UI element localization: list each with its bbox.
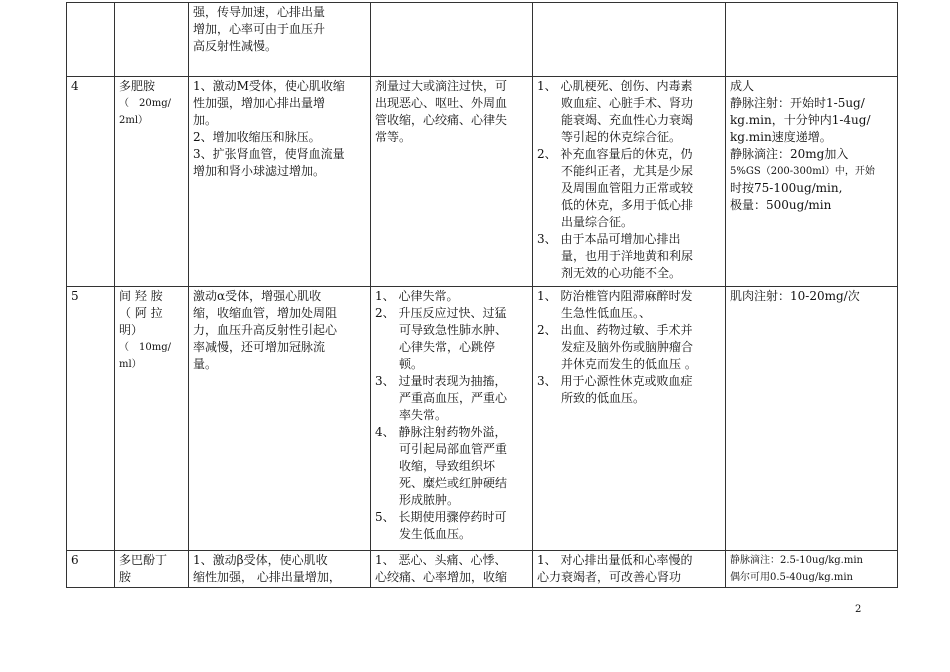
drug-name-line: 明）: [119, 323, 144, 337]
adverse-line: 3、 过量时表现为抽搐，: [375, 374, 507, 388]
page-number: 2: [855, 604, 862, 615]
indications-cell: [533, 551, 726, 588]
adverse-line: 2、 升压反应过快、过猛: [375, 306, 507, 320]
dosage-line: 静脉滴注：20mg加入: [730, 147, 849, 161]
pharmacology-line: 增加和肾小球滤过增加。: [193, 164, 326, 178]
drug-name-cell: [115, 551, 189, 588]
pharmacology-cell: [189, 287, 371, 551]
adverse-cell: [371, 551, 533, 588]
pharmacology-cell: [189, 3, 371, 77]
indication-line: 3、 由于本品可增加心排出: [537, 232, 681, 246]
adverse-line: 管收缩，心绞痛、心律失: [375, 113, 508, 127]
dosage-line: kg.min，十分钟内1-4ug/: [730, 113, 871, 127]
adverse-line: 死、糜烂或红肿硬结: [375, 476, 508, 490]
drug-name-line: ml）: [119, 359, 142, 370]
dosage-line: 时按75-100ug/min,: [730, 181, 843, 195]
drug-name-line: （ 10mg/: [119, 342, 171, 353]
adverse-line: 常等。: [375, 130, 412, 144]
indication-line: 2、 出血、药物过敏、手术并: [537, 323, 693, 337]
indication-line: 及周围血管阻力正常或较: [537, 181, 694, 195]
drug-name-line: 多巴酚丁: [119, 553, 168, 567]
pharmacology-line: 性加强，增加心排出量增: [193, 96, 326, 110]
indication-line: 发症及脑外伤或脑肿瘤合: [537, 340, 694, 354]
indication-line: 3、 用于心源性休克或败血症: [537, 374, 693, 388]
indication-line: 不能纠正者，尤其是少尿: [537, 164, 694, 178]
table-row: [67, 77, 898, 287]
pharmacology-line: 缩性加强， 心排出量增加，: [193, 570, 341, 584]
row-number: [67, 3, 115, 77]
adverse-line: 顿。: [375, 357, 424, 371]
row-number: 6: [67, 551, 115, 588]
indication-line: 并休克而发生的低血压 。: [537, 357, 697, 371]
indications-cell: [533, 287, 726, 551]
indication-line: 等引起的休克综合征。: [537, 130, 682, 144]
drug-table: [66, 2, 898, 588]
adverse-line: 心绞痛、心率增加，收缩: [375, 570, 508, 584]
indication-line: 所致的低血压。: [537, 391, 646, 405]
table-row: [67, 551, 898, 588]
adverse-line: 1、 恶心、头痛、心悸、: [375, 553, 507, 567]
indications-cell: [533, 77, 726, 287]
pharmacology-line: 激动α受体，增强心肌收: [193, 289, 322, 303]
indication-line: 1、 心肌梗死、创伤、内毒素: [537, 79, 693, 93]
indication-line: 1、 对心排出量低和心率慢的: [537, 553, 693, 567]
adverse-cell: [371, 77, 533, 287]
row-number: 4: [67, 77, 115, 287]
indication-line: 2、 补充血容量后的休克，仍: [537, 147, 693, 161]
indication-line: 生急性低血压。、: [537, 306, 652, 320]
adverse-cell: [371, 3, 533, 77]
dosage-line: 5%GS（200-300ml）中，开始: [730, 166, 875, 177]
adverse-line: 剂量过大或滴注过快，可: [375, 79, 508, 93]
drug-name-line: 多肥胺: [119, 79, 156, 93]
pharmacology-line: 力，血压升高反射性引起心: [193, 323, 338, 337]
adverse-cell: [371, 287, 533, 551]
adverse-line: 严重高血压，严重心: [375, 391, 508, 405]
drug-name-line: 胺: [119, 570, 132, 584]
drug-name-line: 2ml）: [119, 115, 149, 126]
indications-cell: [533, 3, 726, 77]
table-row: [67, 3, 898, 77]
pharmacology-line: 量。: [193, 357, 218, 371]
dosage-line: 静脉滴注：2.5-10ug/kg.min: [730, 555, 863, 566]
indication-line: 剂无效的心功能不全。: [537, 266, 682, 280]
indication-line: 出量综合征。: [537, 215, 634, 229]
dosage-cell: [726, 287, 898, 551]
adverse-line: 收缩，导致组织坏: [375, 459, 496, 473]
indication-line: 量，也用于洋地黄和利尿: [537, 249, 694, 263]
adverse-line: 1、 心律失常。: [375, 289, 459, 303]
adverse-line: 率失常。: [375, 408, 448, 422]
dosage-line: kg.min速度递增。: [730, 130, 832, 144]
indication-line: 低的休克，多用于低心排: [537, 198, 694, 212]
dosage-line: 静脉注射：开始时1-5ug/: [730, 96, 865, 110]
table-row: [67, 287, 898, 551]
pharmacology-line: 1、激动M受体，使心肌收缩: [193, 79, 345, 93]
pharmacology-line: 1、激动β受体，使心肌收: [193, 553, 328, 567]
adverse-line: 4、 静脉注射药物外溢，: [375, 425, 507, 439]
dosage-cell: [726, 77, 898, 287]
dosage-line: 极量：500ug/min: [730, 198, 832, 212]
adverse-line: 可引起局部血管严重: [375, 442, 508, 456]
drug-name-cell: [115, 77, 189, 287]
dosage-cell: [726, 551, 898, 588]
drug-name-cell: [115, 3, 189, 77]
pharmacology-line: 缩，收缩血管，增加处周阻: [193, 306, 338, 320]
adverse-line: 5、 长期使用骤停药时可: [375, 510, 507, 524]
dosage-line: 肌肉注射：10-20mg/次: [730, 289, 860, 303]
indication-line: 败血症、心脏手术、肾功: [537, 96, 694, 110]
pharmacology-line: 增加，心率可由于血压升: [193, 22, 326, 36]
pharmacology-cell: [189, 551, 371, 588]
pharmacology-line: 加。: [193, 113, 218, 127]
pharmacology-line: 强，传导加速，心排出量: [193, 5, 326, 19]
indication-line: 心力衰竭者，可改善心肾功: [537, 570, 682, 584]
pharmacology-line: 3、扩张肾血管，使肾血流量: [193, 147, 345, 161]
drug-name-cell: [115, 287, 189, 551]
adverse-line: 出现恶心、呕吐、外周血: [375, 96, 508, 110]
indication-line: 能衰竭、充血性心力衰竭: [537, 113, 694, 127]
adverse-line: 心律失常，心跳停: [375, 340, 496, 354]
pharmacology-line: 2、增加收缩压和脉压。: [193, 130, 321, 144]
drug-name-line: （ 20mg/: [119, 98, 171, 109]
pharmacology-line: 率减慢，还可增加冠脉流: [193, 340, 326, 354]
adverse-line: 形成脓肿。: [375, 493, 460, 507]
row-number: 5: [67, 287, 115, 551]
dosage-line: 偶尔可用0.5-40ug/kg.min: [730, 572, 853, 583]
drug-name-line: 间 羟 胺: [119, 289, 163, 303]
dosage-line: 成人: [730, 79, 755, 93]
adverse-line: 发生低血压。: [375, 527, 472, 541]
pharmacology-line: 高反射性减慢。: [193, 39, 278, 53]
dosage-cell: [726, 3, 898, 77]
pharmacology-cell: [189, 77, 371, 287]
indication-line: 1、 防治椎管内阻滞麻醉时发: [537, 289, 693, 303]
drug-name-line: （ 阿 拉: [119, 306, 163, 320]
adverse-line: 可导致急性肺水肿、: [375, 323, 508, 337]
